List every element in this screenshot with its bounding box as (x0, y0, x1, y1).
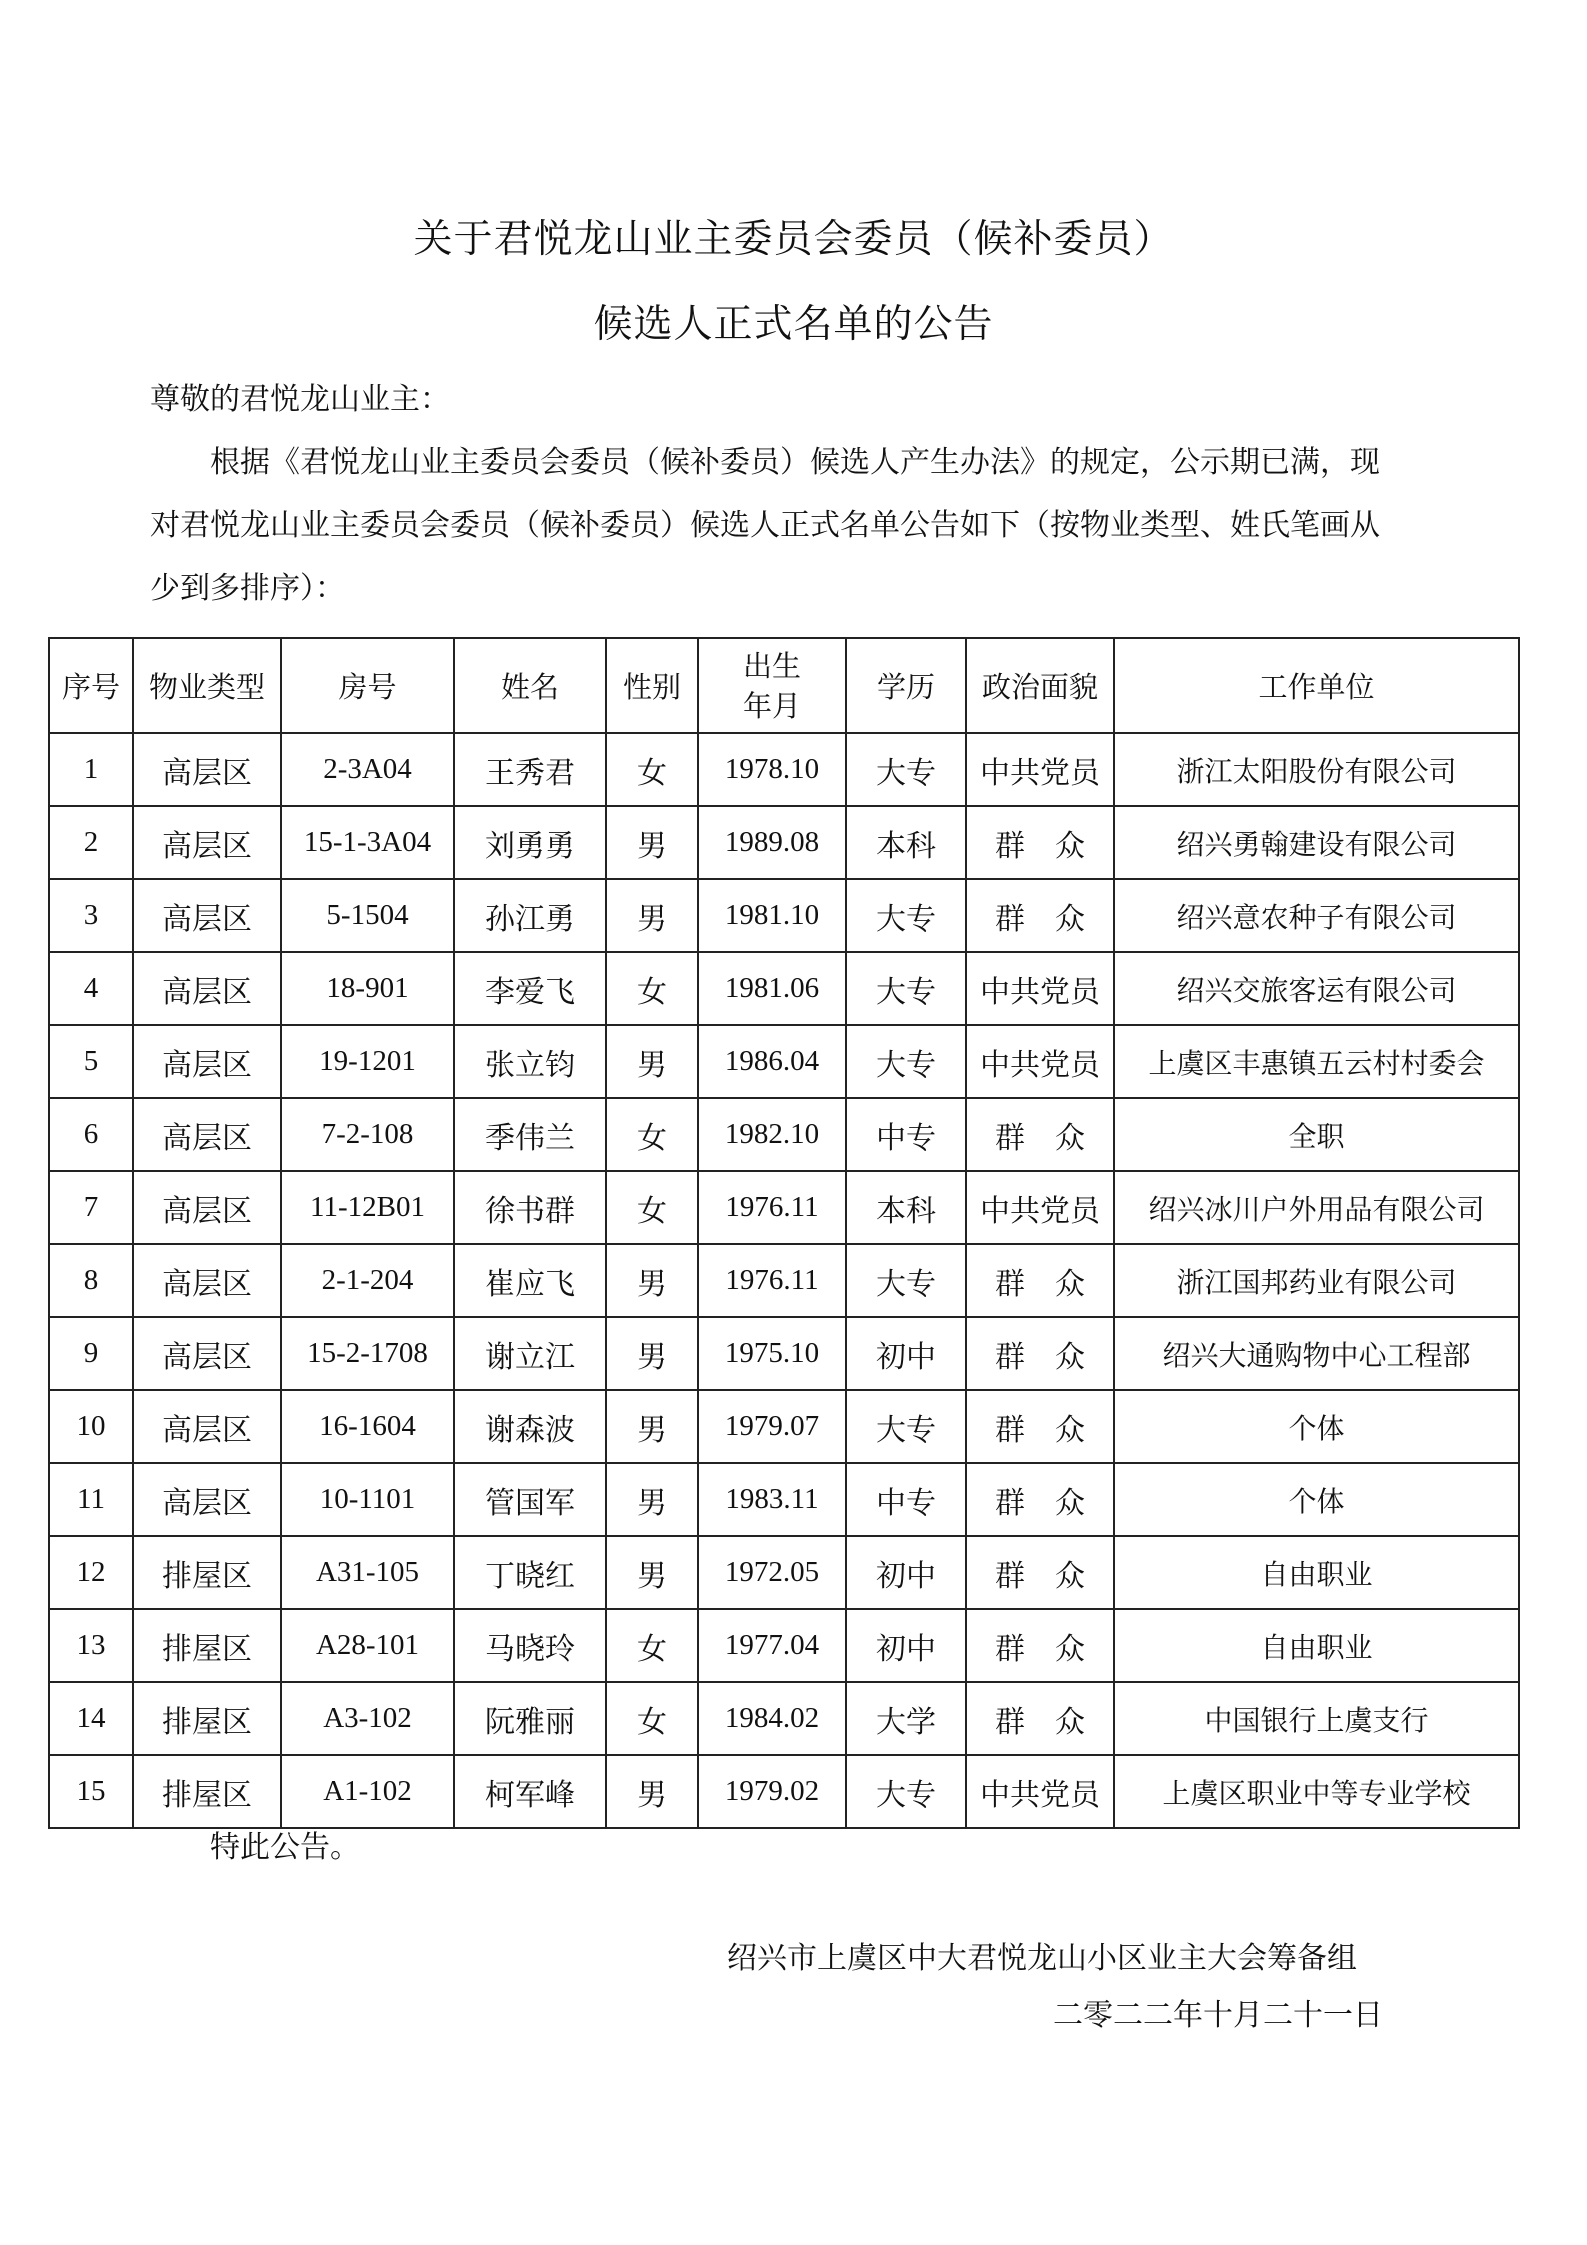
header-room-number: 房号 (281, 638, 454, 733)
cell-gender: 女 (606, 952, 698, 1025)
cell-property-type: 高层区 (133, 1171, 281, 1244)
cell-property-type: 高层区 (133, 1244, 281, 1317)
cell-gender: 女 (606, 1609, 698, 1682)
cell-property-type: 高层区 (133, 1463, 281, 1536)
table-row (49, 1171, 1519, 1244)
cell-property-type: 排屋区 (133, 1536, 281, 1609)
cell-gender: 男 (606, 1536, 698, 1609)
cell-property-type: 高层区 (133, 1317, 281, 1390)
cell-gender: 男 (606, 1755, 698, 1828)
table-row (49, 733, 1519, 806)
header-gender: 性别 (606, 638, 698, 733)
cell-political-status: 群 众 (966, 1609, 1114, 1682)
header-political-status: 政治面貌 (966, 638, 1114, 733)
cell-index: 15 (49, 1755, 133, 1828)
cell-workplace: 上虞区职业中等专业学校 (1114, 1755, 1519, 1828)
cell-education: 初中 (846, 1536, 966, 1609)
header-name: 姓名 (454, 638, 606, 733)
cell-index: 13 (49, 1609, 133, 1682)
cell-property-type: 高层区 (133, 1098, 281, 1171)
cell-political-status: 中共党员 (966, 1171, 1114, 1244)
table-row (49, 806, 1519, 879)
cell-index: 8 (49, 1244, 133, 1317)
cell-workplace: 个体 (1114, 1390, 1519, 1463)
cell-index: 4 (49, 952, 133, 1025)
table-row (49, 1682, 1519, 1755)
cell-workplace: 上虞区丰惠镇五云村村委会 (1114, 1025, 1519, 1098)
cell-property-type: 排屋区 (133, 1682, 281, 1755)
cell-workplace: 浙江国邦药业有限公司 (1114, 1244, 1519, 1317)
cell-index: 14 (49, 1682, 133, 1755)
cell-name: 张立钧 (454, 1025, 606, 1098)
cell-property-type: 高层区 (133, 733, 281, 806)
cell-workplace: 自由职业 (1114, 1536, 1519, 1609)
cell-political-status: 群 众 (966, 1536, 1114, 1609)
cell-workplace: 全职 (1114, 1098, 1519, 1171)
cell-political-status: 中共党员 (966, 1025, 1114, 1098)
body-line-1: 根据《君悦龙山业主委员会委员（候补委员）候选人产生办法》的规定，公示期已满，现 (210, 445, 1380, 480)
notice-title-line-2: 候选人正式名单的公告 (593, 302, 994, 347)
cell-education: 大学 (846, 1682, 966, 1755)
cell-index: 3 (49, 879, 133, 952)
cell-education: 初中 (846, 1609, 966, 1682)
cell-workplace: 绍兴大通购物中心工程部 (1114, 1317, 1519, 1390)
cell-property-type: 高层区 (133, 952, 281, 1025)
cell-name: 管国军 (454, 1463, 606, 1536)
cell-birth-date: 1976.11 (698, 1171, 846, 1244)
cell-birth-date: 1986.04 (698, 1025, 846, 1098)
cell-education: 中专 (846, 1098, 966, 1171)
cell-room-number: 5-1504 (281, 879, 454, 952)
cell-room-number: 7-2-108 (281, 1098, 454, 1171)
cell-gender: 男 (606, 1463, 698, 1536)
cell-political-status: 中共党员 (966, 1755, 1114, 1828)
table-row (49, 952, 1519, 1025)
table-row (49, 1317, 1519, 1390)
cell-room-number: 2-3A04 (281, 733, 454, 806)
cell-property-type: 高层区 (133, 1025, 281, 1098)
cell-birth-date: 1979.07 (698, 1390, 846, 1463)
cell-room-number: 15-2-1708 (281, 1317, 454, 1390)
cell-property-type: 排屋区 (133, 1755, 281, 1828)
cell-education: 大专 (846, 1390, 966, 1463)
cell-workplace: 绍兴冰川户外用品有限公司 (1114, 1171, 1519, 1244)
cell-education: 大专 (846, 879, 966, 952)
cell-workplace: 自由职业 (1114, 1609, 1519, 1682)
cell-birth-date: 1983.11 (698, 1463, 846, 1536)
cell-political-status: 群 众 (966, 806, 1114, 879)
cell-education: 本科 (846, 1171, 966, 1244)
cell-birth-date: 1978.10 (698, 733, 846, 806)
cell-name: 丁晓红 (454, 1536, 606, 1609)
cell-gender: 男 (606, 1244, 698, 1317)
cell-birth-date: 1975.10 (698, 1317, 846, 1390)
cell-room-number: A3-102 (281, 1682, 454, 1755)
cell-index: 1 (49, 733, 133, 806)
cell-political-status: 群 众 (966, 1244, 1114, 1317)
table-row (49, 1098, 1519, 1171)
cell-name: 李爱飞 (454, 952, 606, 1025)
cell-workplace: 绍兴意农种子有限公司 (1114, 879, 1519, 952)
cell-workplace: 浙江太阳股份有限公司 (1114, 733, 1519, 806)
cell-index: 7 (49, 1171, 133, 1244)
candidate-table (48, 637, 1520, 1829)
cell-birth-date: 1977.04 (698, 1609, 846, 1682)
table-row (49, 1390, 1519, 1463)
issue-date: 二零二二年十月二十一日 (1053, 1998, 1383, 2033)
cell-index: 10 (49, 1390, 133, 1463)
table-row (49, 1755, 1519, 1828)
cell-room-number: 15-1-3A04 (281, 806, 454, 879)
cell-index: 5 (49, 1025, 133, 1098)
cell-gender: 女 (606, 1171, 698, 1244)
cell-education: 中专 (846, 1463, 966, 1536)
cell-index: 6 (49, 1098, 133, 1171)
cell-gender: 女 (606, 1098, 698, 1171)
cell-name: 谢立江 (454, 1317, 606, 1390)
cell-name: 崔应飞 (454, 1244, 606, 1317)
cell-education: 大专 (846, 1755, 966, 1828)
table-row (49, 1244, 1519, 1317)
cell-room-number: 2-1-204 (281, 1244, 454, 1317)
cell-political-status: 群 众 (966, 1390, 1114, 1463)
cell-gender: 男 (606, 806, 698, 879)
cell-gender: 男 (606, 1317, 698, 1390)
cell-birth-date: 1984.02 (698, 1682, 846, 1755)
cell-education: 本科 (846, 806, 966, 879)
cell-room-number: 16-1604 (281, 1390, 454, 1463)
cell-name: 孙江勇 (454, 879, 606, 952)
cell-birth-date: 1976.11 (698, 1244, 846, 1317)
cell-education: 大专 (846, 1244, 966, 1317)
cell-name: 谢森波 (454, 1390, 606, 1463)
cell-political-status: 群 众 (966, 879, 1114, 952)
table-row (49, 1463, 1519, 1536)
cell-education: 初中 (846, 1317, 966, 1390)
cell-name: 阮雅丽 (454, 1682, 606, 1755)
header-workplace: 工作单位 (1114, 638, 1519, 733)
cell-room-number: A1-102 (281, 1755, 454, 1828)
cell-birth-date: 1981.06 (698, 952, 846, 1025)
cell-room-number: A28-101 (281, 1609, 454, 1682)
cell-education: 大专 (846, 952, 966, 1025)
body-line-2: 对君悦龙山业主委员会委员（候补委员）候选人正式名单公告如下（按物业类型、姓氏笔画从 (150, 508, 1380, 543)
cell-room-number: 11-12B01 (281, 1171, 454, 1244)
cell-political-status: 群 众 (966, 1317, 1114, 1390)
header-index: 序号 (49, 638, 133, 733)
table-header-row (49, 638, 1519, 733)
signer: 绍兴市上虞区中大君悦龙山小区业主大会筹备组 (727, 1941, 1357, 1976)
cell-gender: 女 (606, 1682, 698, 1755)
cell-name: 马晓玲 (454, 1609, 606, 1682)
header-education: 学历 (846, 638, 966, 733)
notice-title-line-1: 关于君悦龙山业主委员会委员（候补委员） (413, 217, 1174, 262)
body-line-3: 少到多排序）： (150, 571, 345, 606)
cell-property-type: 排屋区 (133, 1609, 281, 1682)
cell-name: 刘勇勇 (454, 806, 606, 879)
cell-name: 徐书群 (454, 1171, 606, 1244)
cell-education: 大专 (846, 733, 966, 806)
cell-political-status: 中共党员 (966, 952, 1114, 1025)
cell-birth-date: 1972.05 (698, 1536, 846, 1609)
cell-name: 王秀君 (454, 733, 606, 806)
cell-property-type: 高层区 (133, 879, 281, 952)
cell-index: 2 (49, 806, 133, 879)
cell-gender: 男 (606, 1390, 698, 1463)
cell-workplace: 中国银行上虞支行 (1114, 1682, 1519, 1755)
cell-gender: 女 (606, 733, 698, 806)
header-birth-date: 出生 年月 (698, 638, 846, 733)
cell-education: 大专 (846, 1025, 966, 1098)
cell-political-status: 群 众 (966, 1463, 1114, 1536)
cell-name: 柯军峰 (454, 1755, 606, 1828)
cell-room-number: A31-105 (281, 1536, 454, 1609)
cell-birth-date: 1981.10 (698, 879, 846, 952)
cell-gender: 男 (606, 879, 698, 952)
cell-political-status: 中共党员 (966, 733, 1114, 806)
cell-index: 12 (49, 1536, 133, 1609)
cell-index: 11 (49, 1463, 133, 1536)
cell-room-number: 18-901 (281, 952, 454, 1025)
cell-property-type: 高层区 (133, 806, 281, 879)
cell-room-number: 19-1201 (281, 1025, 454, 1098)
cell-birth-date: 1989.08 (698, 806, 846, 879)
cell-birth-date: 1979.02 (698, 1755, 846, 1828)
cell-political-status: 群 众 (966, 1682, 1114, 1755)
cell-birth-date: 1982.10 (698, 1098, 846, 1171)
table-row (49, 879, 1519, 952)
cell-name: 季伟兰 (454, 1098, 606, 1171)
cell-gender: 男 (606, 1025, 698, 1098)
table-row (49, 1025, 1519, 1098)
cell-workplace: 个体 (1114, 1463, 1519, 1536)
table-row (49, 1536, 1519, 1609)
salutation: 尊敬的君悦龙山业主： (150, 382, 450, 417)
cell-property-type: 高层区 (133, 1390, 281, 1463)
cell-index: 9 (49, 1317, 133, 1390)
header-property-type: 物业类型 (133, 638, 281, 733)
closing-text: 特此公告。 (210, 1830, 360, 1865)
cell-workplace: 绍兴交旅客运有限公司 (1114, 952, 1519, 1025)
cell-room-number: 10-1101 (281, 1463, 454, 1536)
cell-political-status: 群 众 (966, 1098, 1114, 1171)
table-row (49, 1609, 1519, 1682)
cell-workplace: 绍兴勇翰建设有限公司 (1114, 806, 1519, 879)
